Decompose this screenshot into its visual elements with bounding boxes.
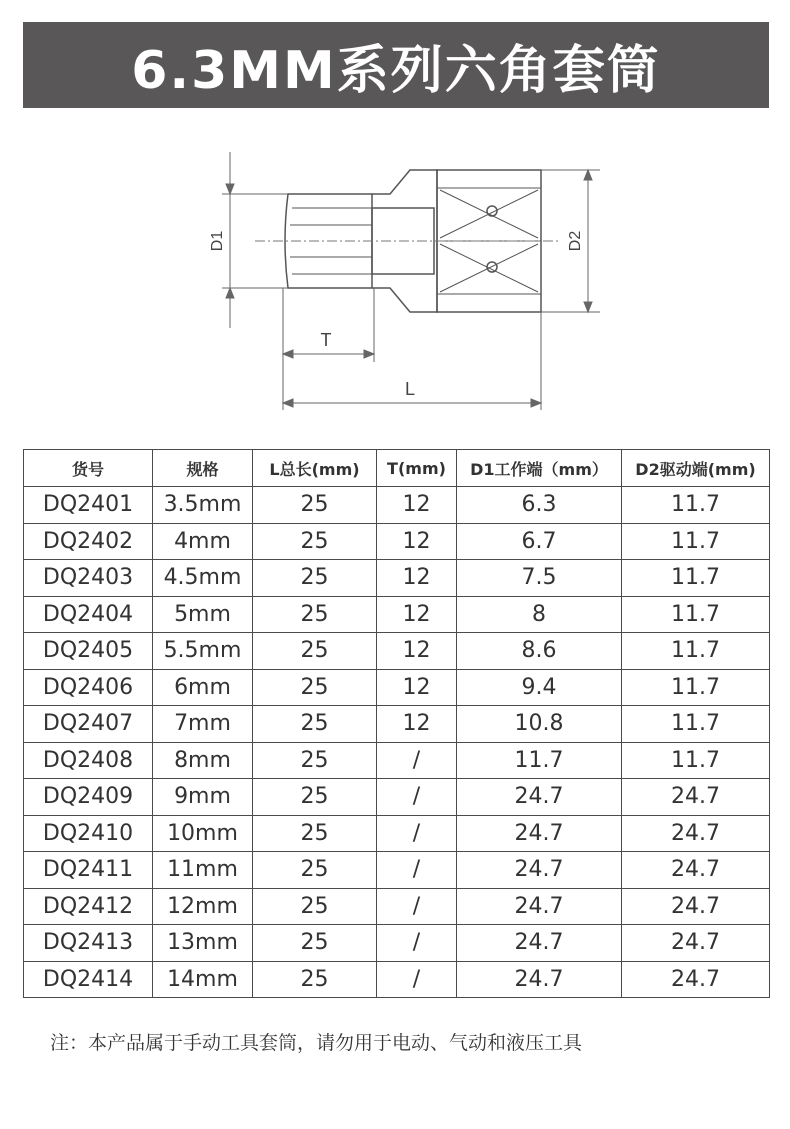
table-cell: DQ2413 — [24, 925, 153, 962]
table-cell: DQ2402 — [24, 523, 153, 560]
table-cell: 12 — [377, 706, 457, 743]
table-row — [24, 779, 770, 816]
l-label: L — [404, 379, 416, 399]
table-cell: 25 — [253, 925, 377, 962]
header-t: T(mm) — [377, 450, 457, 487]
d1-dimension — [222, 152, 288, 328]
table-cell: 25 — [253, 779, 377, 816]
table-cell: 11.7 — [622, 706, 770, 743]
table-header-row — [24, 450, 770, 487]
table-cell: / — [377, 961, 457, 998]
table-cell: 24.7 — [622, 888, 770, 925]
table-cell: 25 — [253, 487, 377, 524]
table-cell: DQ2414 — [24, 961, 153, 998]
table-row — [24, 742, 770, 779]
table-cell: 24.7 — [457, 815, 622, 852]
table-cell: DQ2408 — [24, 742, 153, 779]
table-cell: 24.7 — [622, 815, 770, 852]
table-cell: / — [377, 742, 457, 779]
table-cell: 12 — [377, 487, 457, 524]
table-cell: / — [377, 888, 457, 925]
t-label: T — [320, 330, 332, 350]
table-cell: 12 — [377, 669, 457, 706]
table-cell: 11.7 — [622, 742, 770, 779]
table-cell: 11mm — [153, 852, 253, 889]
table-cell: DQ2407 — [24, 706, 153, 743]
table-row — [24, 815, 770, 852]
usage-note: 注：本产品属于手动工具套筒，请勿用于电动、气动和液压工具 — [50, 1032, 583, 1054]
table-cell: DQ2404 — [24, 596, 153, 633]
table-cell: 6mm — [153, 669, 253, 706]
table-cell: 25 — [253, 961, 377, 998]
table-cell: 24.7 — [622, 961, 770, 998]
table-cell: DQ2411 — [24, 852, 153, 889]
table-cell: DQ2405 — [24, 633, 153, 670]
table-cell: 4.5mm — [153, 560, 253, 597]
table-cell: 11.7 — [622, 596, 770, 633]
table-cell: 4mm — [153, 523, 253, 560]
table-cell: DQ2410 — [24, 815, 153, 852]
table-row — [24, 888, 770, 925]
table-cell: 24.7 — [457, 888, 622, 925]
table-cell: 11.7 — [622, 633, 770, 670]
table-cell: 11.7 — [622, 487, 770, 524]
table-cell: 12mm — [153, 888, 253, 925]
table-cell: 25 — [253, 852, 377, 889]
table-cell: DQ2403 — [24, 560, 153, 597]
table-row — [24, 669, 770, 706]
table-cell: 25 — [253, 633, 377, 670]
table-cell: 12 — [377, 523, 457, 560]
d2-label: D2 — [567, 230, 584, 252]
table-cell: 25 — [253, 596, 377, 633]
table-cell: 24.7 — [622, 852, 770, 889]
spec-table — [23, 449, 770, 998]
table-cell: 24.7 — [622, 779, 770, 816]
table-row — [24, 925, 770, 962]
table-cell: 12 — [377, 633, 457, 670]
table-cell: 25 — [253, 706, 377, 743]
table-cell: DQ2412 — [24, 888, 153, 925]
table-cell: 25 — [253, 815, 377, 852]
table-cell: 7.5 — [457, 560, 622, 597]
table-cell: 24.7 — [622, 925, 770, 962]
table-cell: 11.7 — [457, 742, 622, 779]
table-row — [24, 596, 770, 633]
table-cell: 5mm — [153, 596, 253, 633]
table-cell: 25 — [253, 523, 377, 560]
table-cell: 7mm — [153, 706, 253, 743]
socket-drawing — [0, 130, 790, 430]
header-d1: D1工作端（mm） — [457, 450, 622, 487]
table-cell: 12 — [377, 560, 457, 597]
table-cell: 5.5mm — [153, 633, 253, 670]
table-cell: 25 — [253, 742, 377, 779]
table-cell: / — [377, 779, 457, 816]
table-cell: 25 — [253, 888, 377, 925]
table-cell: 9mm — [153, 779, 253, 816]
table-body — [24, 487, 770, 998]
table-cell: DQ2401 — [24, 487, 153, 524]
table-cell: 14mm — [153, 961, 253, 998]
header-size: 规格 — [153, 450, 253, 487]
table-cell: 25 — [253, 669, 377, 706]
table-row — [24, 560, 770, 597]
table-cell: / — [377, 852, 457, 889]
table-cell: 12 — [377, 596, 457, 633]
table-cell: 6.7 — [457, 523, 622, 560]
header-d2: D2驱动端(mm) — [622, 450, 770, 487]
table-cell: 24.7 — [457, 852, 622, 889]
table-row — [24, 523, 770, 560]
table-row — [24, 706, 770, 743]
table-cell: 8 — [457, 596, 622, 633]
table-cell: 13mm — [153, 925, 253, 962]
table-cell: / — [377, 925, 457, 962]
table-cell: 24.7 — [457, 779, 622, 816]
table-cell: 11.7 — [622, 669, 770, 706]
table-cell: 8mm — [153, 742, 253, 779]
table-cell: 10.8 — [457, 706, 622, 743]
table-cell: / — [377, 815, 457, 852]
table-cell: 9.4 — [457, 669, 622, 706]
table-cell: 24.7 — [457, 925, 622, 962]
table-cell: 10mm — [153, 815, 253, 852]
table-cell: DQ2406 — [24, 669, 153, 706]
table-cell: 8.6 — [457, 633, 622, 670]
table-cell: 3.5mm — [153, 487, 253, 524]
table-row — [24, 633, 770, 670]
table-row — [24, 852, 770, 889]
table-cell: 11.7 — [622, 523, 770, 560]
d1-label: D1 — [209, 230, 226, 252]
table-cell: 11.7 — [622, 560, 770, 597]
table-cell: 24.7 — [457, 961, 622, 998]
table-cell: 25 — [253, 560, 377, 597]
table-row — [24, 487, 770, 524]
table-cell: DQ2409 — [24, 779, 153, 816]
table-row — [24, 961, 770, 998]
header-item-no: 货号 — [24, 450, 153, 487]
page-title: 6.3MM系列六角套筒 — [23, 22, 769, 108]
table-cell: 6.3 — [457, 487, 622, 524]
header-length: L总长(mm) — [253, 450, 377, 487]
